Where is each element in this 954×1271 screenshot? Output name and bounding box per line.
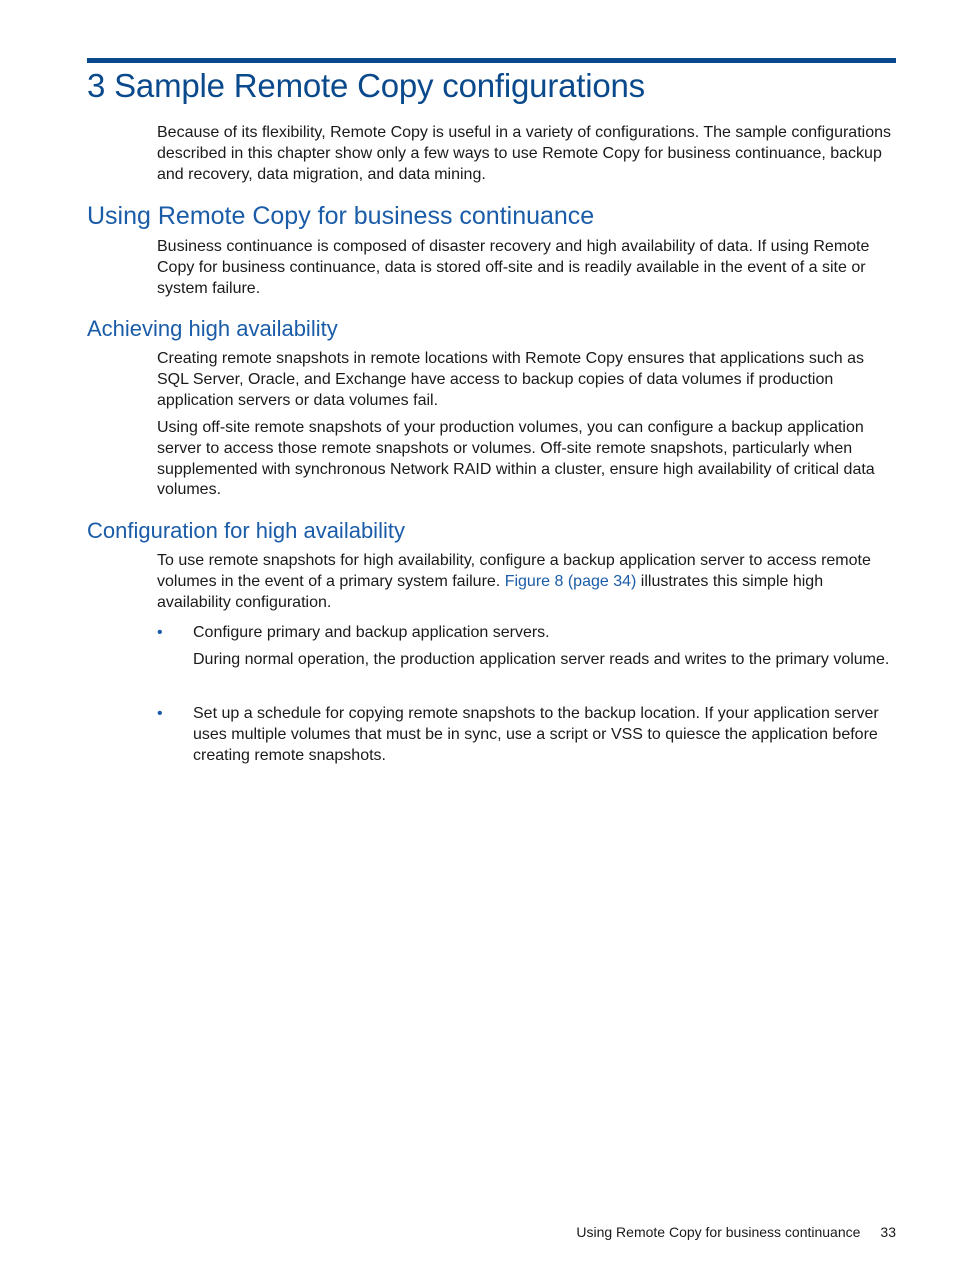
figure-8-link[interactable]: Figure 8 (page 34) bbox=[504, 572, 637, 590]
page-number: 33 bbox=[880, 1224, 896, 1240]
achieving-para-1: Creating remote snapshots in remote locations with Remote Copy ensures that applications such as SQL Server, Oracle, and Exchange have access to backup copies of data volumes if production application servers or data volumes fail. bbox=[157, 350, 865, 409]
configuration-body bbox=[157, 551, 897, 613]
bullet-icon: • bbox=[157, 705, 163, 722]
chapter-title: 3 Sample Remote Copy configurations bbox=[87, 67, 645, 104]
business-continuance-body: Business continuance is composed of disaster recovery and high availability of data. If using Remote Copy for business continuance, data is stored off-site and is readily available in the event of a site or system failure. bbox=[157, 238, 870, 297]
bullet-icon: • bbox=[157, 624, 163, 641]
bullet-item-1: Configure primary and backup application servers. bbox=[193, 624, 550, 641]
achieving-para-2: Using off-site remote snapshots of your production volumes, you can configure a backup application server to access those remote snapshots or volumes. Off-site remote snapshots, particularly when supplemented with synchronous Network RAID within a cluster, ensure high availability of critical data volumes. bbox=[157, 419, 875, 499]
section-heading-business-continuance: Using Remote Copy for business continuance bbox=[87, 202, 595, 230]
configuration-body-text-1: To use remote snapshots for high availability, configure a backup application server to access remote volumes in the event of a primary system failure. bbox=[157, 552, 871, 590]
footer-section-title: Using Remote Copy for business continuance bbox=[576, 1224, 861, 1240]
subsection-heading-configuration-high-availability: Configuration for high availability bbox=[87, 518, 405, 543]
configuration-body-text-2: illustrates this simple high availability configuration. bbox=[157, 572, 824, 611]
chapter-rule bbox=[87, 58, 896, 63]
chapter-intro: Because of its flexibility, Remote Copy is useful in a variety of configurations. The sample configurations described in this chapter show only a few ways to use Remote Copy for business continuance, backup and recovery, data migration, and data mining. bbox=[157, 124, 891, 183]
bullet-item-2: Set up a schedule for copying remote snapshots to the backup location. If your application server uses multiple volumes that must be in sync, use a script or VSS to quiesce the application before creating remote snapshots. bbox=[193, 705, 879, 764]
bullet-item-1-detail: During normal operation, the production application server reads and writes to the primary volume. bbox=[193, 651, 890, 668]
page-footer bbox=[576, 1222, 896, 1242]
subsection-heading-achieving-high-availability: Achieving high availability bbox=[87, 316, 338, 341]
